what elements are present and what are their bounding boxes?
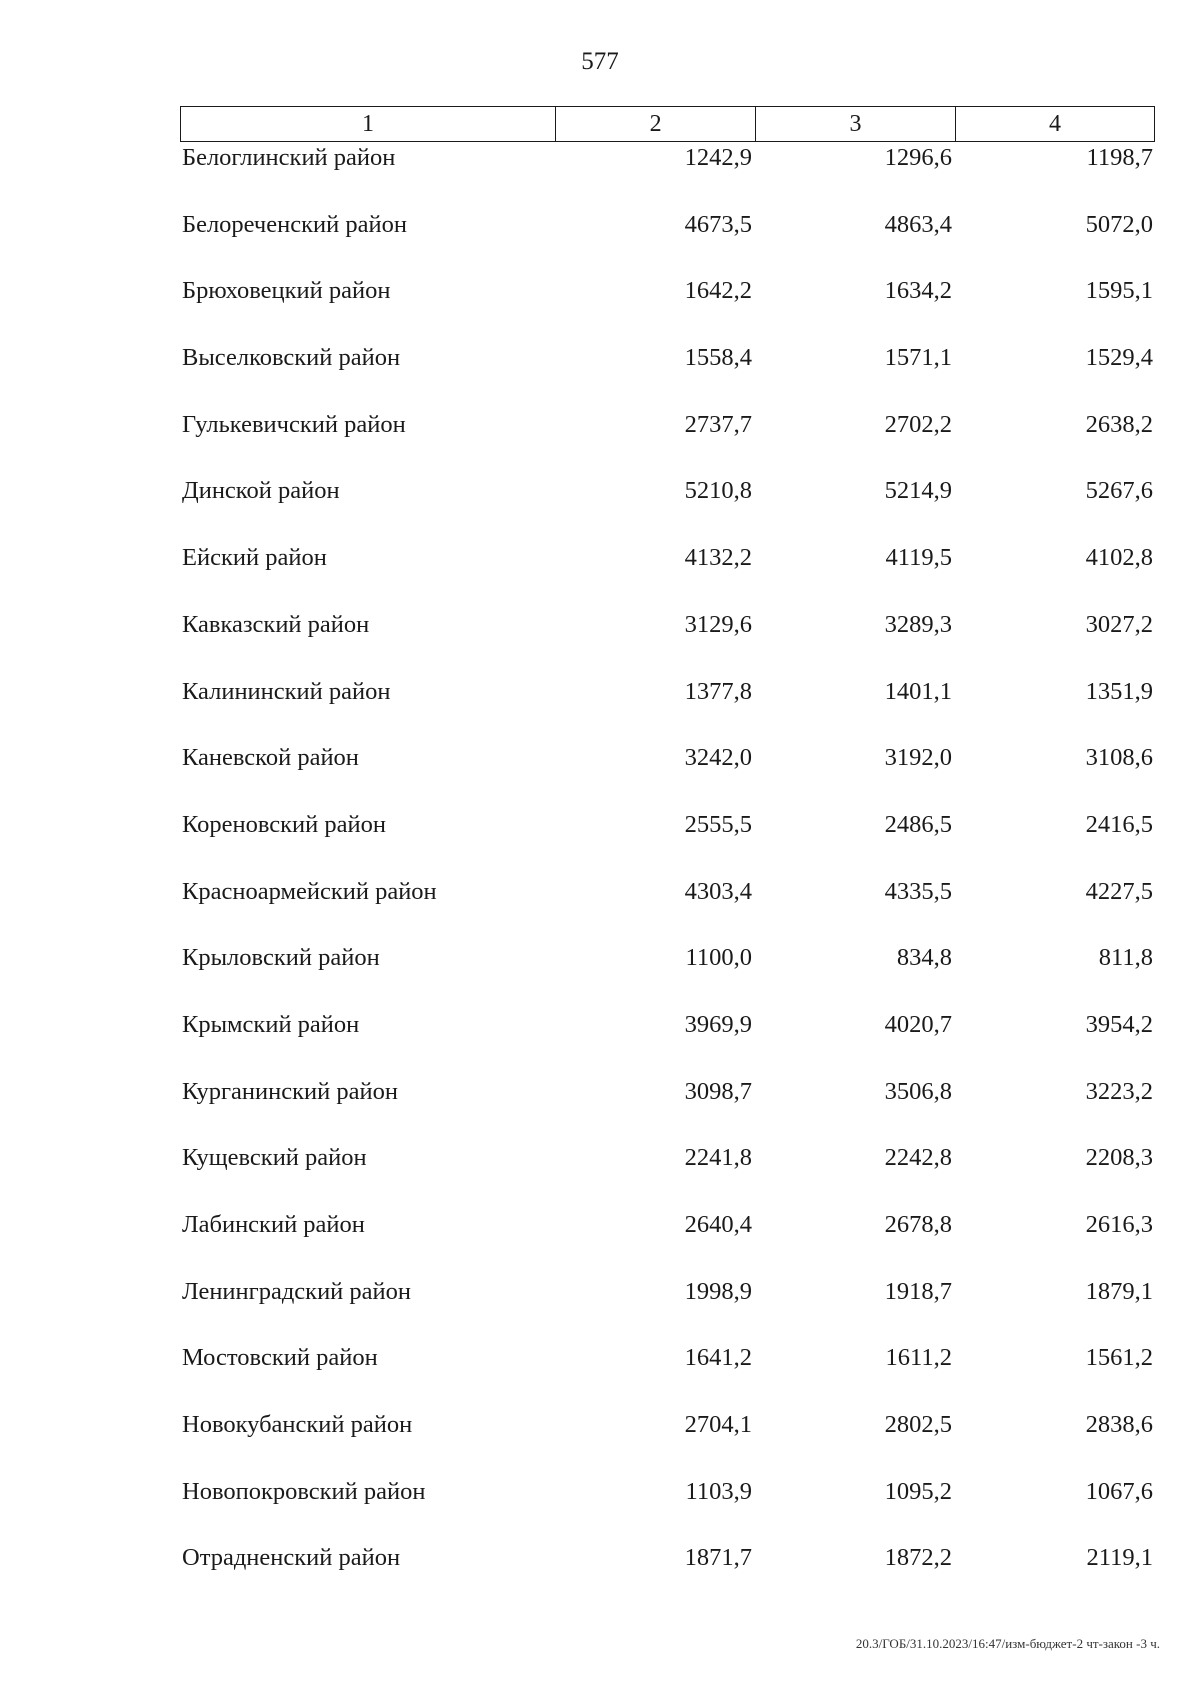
value-cell-col3: 4863,4	[884, 210, 952, 238]
district-name-cell: Ейский район	[182, 544, 327, 572]
value-cell-col3: 1571,1	[884, 344, 952, 372]
value-cell-col4: 5267,6	[1085, 477, 1153, 505]
value-cell-col2: 3242,0	[684, 744, 752, 772]
value-cell-col3: 1611,2	[885, 1344, 952, 1372]
table-row	[180, 1077, 1155, 1147]
district-name-cell: Кавказский район	[182, 610, 370, 638]
value-cell-col2: 2640,4	[684, 1211, 752, 1238]
column-header-2: 2	[555, 107, 755, 141]
table-row	[180, 1546, 1155, 1613]
value-cell-col4: 3954,2	[1085, 1010, 1153, 1038]
value-cell-col4: 811,8	[1098, 944, 1153, 972]
value-cell-col2: 1641,2	[684, 1344, 752, 1372]
value-cell-col3: 1296,6	[884, 144, 952, 171]
value-cell-col4: 3108,6	[1085, 744, 1153, 772]
district-name-cell: Отрадненский район	[182, 1544, 401, 1572]
district-name-cell: Каневской район	[182, 744, 359, 772]
value-cell-col3: 3506,8	[884, 1077, 952, 1105]
value-cell-col4: 3027,2	[1085, 610, 1153, 638]
value-cell-col2: 1998,9	[684, 1277, 752, 1305]
value-cell-col3: 2678,8	[884, 1211, 952, 1238]
value-cell-col3: 2802,5	[884, 1411, 952, 1439]
document-footer-code: 20.3/ГОБ/31.10.2023/16:47/изм-бюджет-2 чт-закон -3 ч.	[855, 1636, 1160, 1651]
table-row	[180, 746, 1155, 813]
value-cell-col3: 2702,2	[884, 410, 952, 438]
value-cell-col2: 3129,6	[684, 610, 752, 638]
value-cell-col3: 3289,3	[884, 610, 952, 638]
value-cell-col2: 1100,0	[685, 944, 752, 972]
value-cell-col3: 5214,9	[884, 477, 952, 505]
value-cell-col2: 1558,4	[684, 344, 752, 372]
page-number: 577	[581, 48, 619, 75]
table-header-row	[180, 106, 1155, 142]
value-cell-col4: 1529,4	[1085, 344, 1153, 372]
value-cell-col3: 4335,5	[884, 877, 952, 905]
value-cell-col3: 3192,0	[884, 744, 952, 772]
table-row	[180, 1010, 1155, 1080]
district-name-cell: Новокубанский район	[182, 1411, 413, 1439]
value-cell-col4: 1595,1	[1085, 277, 1153, 305]
value-cell-col4: 2208,3	[1085, 1144, 1153, 1172]
value-cell-col3: 834,8	[896, 944, 952, 972]
value-cell-col2: 1103,9	[685, 1477, 752, 1505]
table-row	[180, 546, 1155, 613]
district-name-cell: Белореченский район	[182, 210, 407, 238]
column-header-1: 1	[362, 111, 375, 137]
table-row	[180, 479, 1155, 546]
value-cell-col4: 1351,9	[1085, 677, 1153, 705]
value-cell-col2: 1871,7	[684, 1544, 752, 1572]
value-cell-col2: 1242,9	[684, 144, 752, 171]
value-cell-col3: 4020,7	[884, 1010, 952, 1038]
value-cell-col2: 1642,2	[684, 277, 752, 305]
district-name-cell: Курганинский район	[182, 1077, 398, 1105]
value-cell-col3: 1918,7	[884, 1277, 952, 1305]
value-cell-col2: 2704,1	[684, 1411, 752, 1439]
column-header-4: 4	[955, 107, 1154, 141]
value-cell-col2: 4673,5	[684, 210, 752, 238]
table-row	[180, 346, 1155, 413]
value-cell-col4: 1879,1	[1085, 1277, 1153, 1305]
district-name-cell: Крыловский район	[182, 944, 380, 972]
value-cell-col3: 4119,5	[885, 544, 952, 572]
value-cell-col4: 2119,1	[1086, 1544, 1153, 1572]
district-name-cell: Выселковский район	[182, 344, 401, 372]
table-row	[180, 677, 1155, 747]
table-body	[180, 146, 1155, 1613]
table-row	[180, 410, 1155, 480]
table-row	[180, 279, 1155, 346]
value-cell-col3: 1634,2	[884, 277, 952, 305]
table-row	[180, 210, 1155, 280]
district-name-cell: Лабинский район	[182, 1211, 365, 1238]
table-row	[180, 1146, 1155, 1213]
district-name-cell: Новопокровский район	[182, 1477, 426, 1505]
value-cell-col2: 4303,4	[684, 877, 752, 905]
value-cell-col2: 3098,7	[684, 1077, 752, 1105]
value-cell-col2: 4132,2	[684, 544, 752, 572]
table-row	[180, 1477, 1155, 1547]
district-name-cell: Динской район	[182, 477, 340, 505]
value-cell-col4: 1067,6	[1085, 1477, 1153, 1505]
value-cell-col2: 1377,8	[684, 677, 752, 705]
table-row	[180, 1213, 1155, 1280]
district-name-cell: Ленинградский район	[182, 1277, 412, 1305]
district-name-cell: Белоглинский район	[182, 144, 396, 171]
value-cell-col3: 2486,5	[884, 810, 952, 838]
district-name-cell: Кореновский район	[182, 810, 387, 838]
district-name-cell: Крымский район	[182, 1010, 360, 1038]
value-cell-col4: 5072,0	[1085, 210, 1153, 238]
value-cell-col3: 1872,2	[884, 1544, 952, 1572]
value-cell-col3: 2242,8	[884, 1144, 952, 1172]
value-cell-col2: 3969,9	[684, 1010, 752, 1038]
table-row	[180, 610, 1155, 680]
value-cell-col3: 1401,1	[884, 677, 952, 705]
district-name-cell: Калининский район	[182, 677, 391, 705]
table-row	[180, 810, 1155, 880]
table-row	[180, 146, 1155, 213]
table-row	[180, 1346, 1155, 1413]
value-cell-col4: 3223,2	[1085, 1077, 1153, 1105]
value-cell-col4: 1198,7	[1086, 144, 1153, 171]
value-cell-col2: 5210,8	[684, 477, 752, 505]
value-cell-col2: 2241,8	[684, 1144, 752, 1172]
value-cell-col3: 1095,2	[884, 1477, 952, 1505]
value-cell-col4: 4227,5	[1085, 877, 1153, 905]
value-cell-col4: 2638,2	[1085, 410, 1153, 438]
value-cell-col2: 2555,5	[684, 810, 752, 838]
value-cell-col4: 4102,8	[1085, 544, 1153, 572]
district-name-cell: Брюховецкий район	[182, 277, 391, 305]
value-cell-col4: 2616,3	[1085, 1211, 1153, 1238]
value-cell-col4: 1561,2	[1085, 1344, 1153, 1372]
district-name-cell: Красноармейский район	[182, 877, 437, 905]
district-name-cell: Кущевский район	[182, 1144, 367, 1172]
value-cell-col4: 2416,5	[1085, 810, 1153, 838]
district-name-cell: Мостовский район	[182, 1344, 378, 1372]
column-header-3: 3	[755, 107, 955, 141]
value-cell-col4: 2838,6	[1085, 1411, 1153, 1439]
district-name-cell: Гулькевичский район	[182, 410, 406, 438]
table-row	[180, 946, 1155, 1013]
value-cell-col2: 2737,7	[684, 410, 752, 438]
data-table	[180, 106, 1155, 1613]
table-row	[180, 877, 1155, 947]
table-row	[180, 1277, 1155, 1347]
table-row	[180, 1413, 1155, 1480]
